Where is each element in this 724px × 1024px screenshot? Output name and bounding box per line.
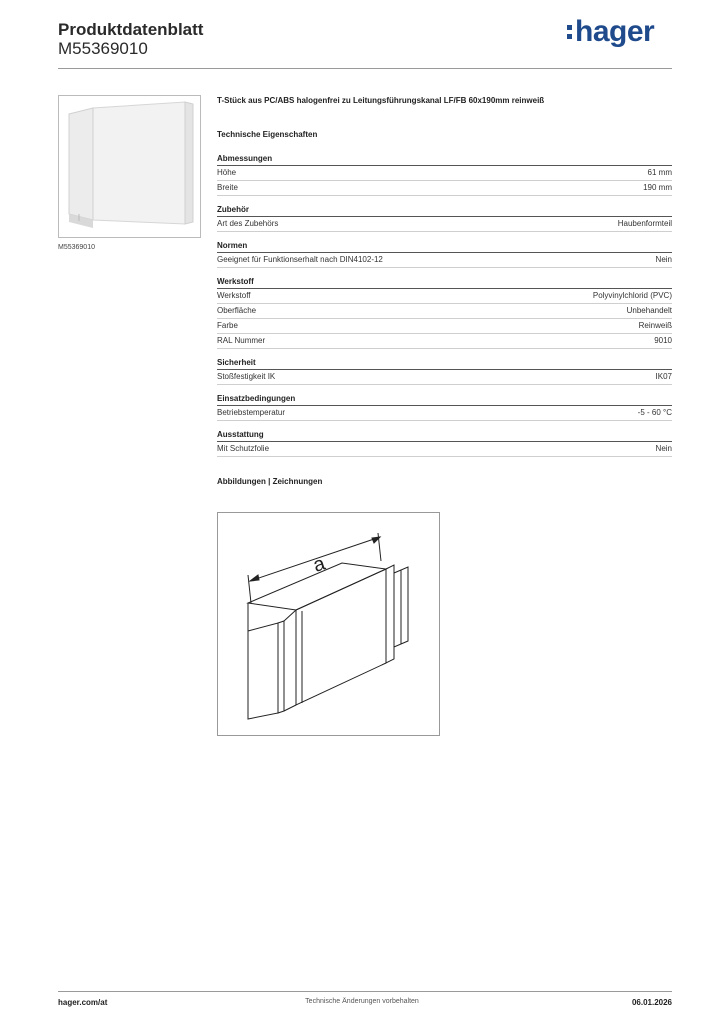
group-title: Zubehör xyxy=(217,205,672,217)
product-image xyxy=(59,96,200,237)
group-title: Werkstoff xyxy=(217,277,672,289)
group-title: Sicherheit xyxy=(217,358,672,370)
property-value: Nein xyxy=(655,255,672,264)
property-label: Breite xyxy=(217,183,238,192)
property-value: 190 mm xyxy=(643,183,672,192)
group-title: Normen xyxy=(217,241,672,253)
property-row xyxy=(217,289,672,304)
footer-divider xyxy=(58,991,672,992)
property-label: Werkstoff xyxy=(217,291,251,300)
property-value: IK07 xyxy=(655,372,672,381)
group-title: Einsatzbedingungen xyxy=(217,394,672,406)
property-label: Stoßfestigkeit IK xyxy=(217,372,276,381)
property-row xyxy=(217,370,672,385)
property-value: Reinweiß xyxy=(638,321,672,330)
footer-notice: Technische Änderungen vorbehalten xyxy=(305,998,419,1005)
group-accessories xyxy=(217,205,672,232)
property-label: Geeignet für Funktionserhalt nach DIN4102-12 xyxy=(217,255,383,264)
product-code: M55369010 xyxy=(58,39,148,58)
group-standards xyxy=(217,241,672,268)
technical-drawing xyxy=(217,512,440,736)
group-operating-conditions xyxy=(217,394,672,421)
property-value: -5 - 60 °C xyxy=(637,408,672,417)
property-label: Mit Schutzfolie xyxy=(217,444,270,453)
logo-dots-icon xyxy=(567,22,572,42)
property-label: RAL Nummer xyxy=(217,336,266,345)
property-label: Oberfläche xyxy=(217,306,257,315)
property-row xyxy=(217,319,672,334)
property-label: Höhe xyxy=(217,168,237,177)
property-value: Unbehandelt xyxy=(626,306,672,315)
hager-logo[interactable] xyxy=(567,15,654,49)
property-label: Farbe xyxy=(217,321,238,330)
footer-website-link[interactable]: hager.com/at xyxy=(58,998,108,1007)
drawings-title: Abbildungen | Zeichnungen xyxy=(217,477,323,486)
property-row xyxy=(217,253,672,268)
thumbnail-caption: M55369010 xyxy=(58,244,95,251)
t-piece-drawing xyxy=(218,513,439,735)
property-value: Nein xyxy=(655,444,672,453)
group-material xyxy=(217,277,672,349)
group-dimensions xyxy=(217,154,672,196)
group-equipment xyxy=(217,430,672,457)
property-row xyxy=(217,217,672,232)
group-title: Abmessungen xyxy=(217,154,672,166)
page-title: Produktdatenblatt xyxy=(58,20,204,39)
property-row xyxy=(217,304,672,319)
property-label: Betriebstemperatur xyxy=(217,408,286,417)
logo-text: hager xyxy=(575,15,655,48)
group-title: Ausstattung xyxy=(217,430,672,442)
property-row xyxy=(217,442,672,457)
group-safety xyxy=(217,358,672,385)
footer-date: 06.01.2026 xyxy=(631,998,672,1007)
property-value: 61 mm xyxy=(647,168,672,177)
property-value: 9010 xyxy=(654,336,672,345)
property-row xyxy=(217,406,672,421)
technical-properties-title: Technische Eigenschaften xyxy=(217,130,318,139)
product-description: T-Stück aus PC/ABS halogenfrei zu Leitungsführungskanal LF/FB 60x190mm reinweiß xyxy=(217,96,545,105)
header-divider xyxy=(58,68,672,69)
property-value: Polyvinylchlorid (PVC) xyxy=(592,291,672,300)
property-label: Art des Zubehörs xyxy=(217,219,279,228)
property-row xyxy=(217,334,672,349)
product-details xyxy=(217,96,672,486)
dimension-label: a xyxy=(310,552,328,577)
product-thumbnail xyxy=(58,95,201,238)
property-row xyxy=(217,181,672,196)
property-value: Haubenformteil xyxy=(617,219,672,228)
property-row xyxy=(217,166,672,181)
